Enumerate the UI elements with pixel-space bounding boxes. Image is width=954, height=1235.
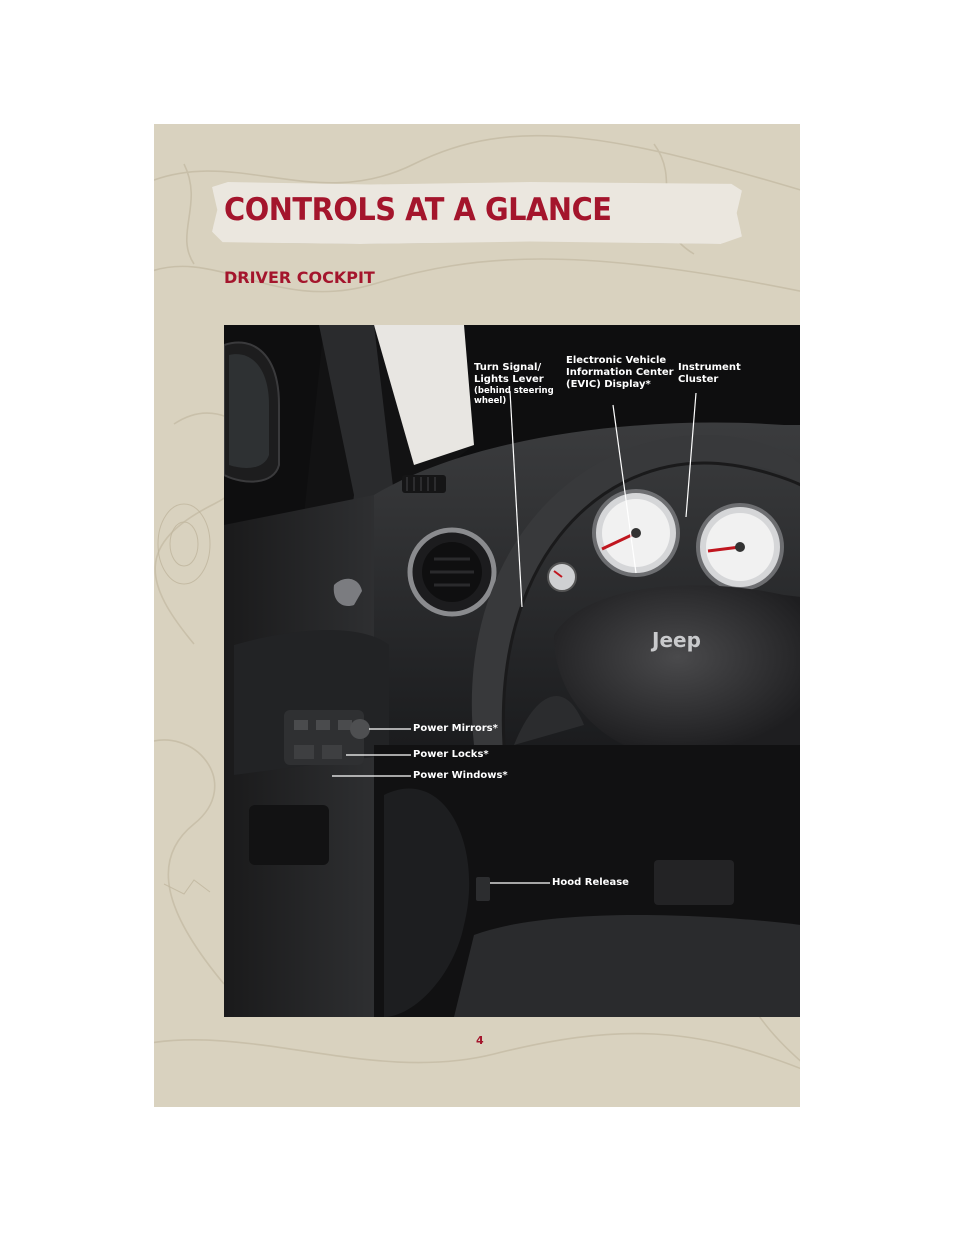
callout-power-windows: Power Windows* [413, 770, 508, 781]
jeep-logo: Jeep [652, 628, 701, 652]
callout-power-locks: Power Locks* [413, 749, 489, 760]
page-number: 4 [476, 1034, 484, 1047]
callout-evic: Electronic Vehicle Information Center (EVIC) Display* [566, 355, 674, 390]
driver-cockpit-photo [224, 325, 800, 1017]
callout-turn-signal-note: (behind steering wheel) [474, 386, 554, 406]
page-title: CONTROLS AT A GLANCE [224, 192, 612, 228]
manual-page [154, 124, 800, 1107]
callout-hood-release: Hood Release [552, 877, 629, 888]
callout-turn-signal: Turn Signal/ Lights Lever (behind steering wheel) [474, 362, 554, 406]
callout-power-mirrors: Power Mirrors* [413, 723, 498, 734]
cockpit-illustration [224, 325, 800, 1017]
section-title: DRIVER COCKPIT [224, 268, 375, 287]
callout-instrument-cluster: Instrument Cluster [678, 362, 741, 385]
